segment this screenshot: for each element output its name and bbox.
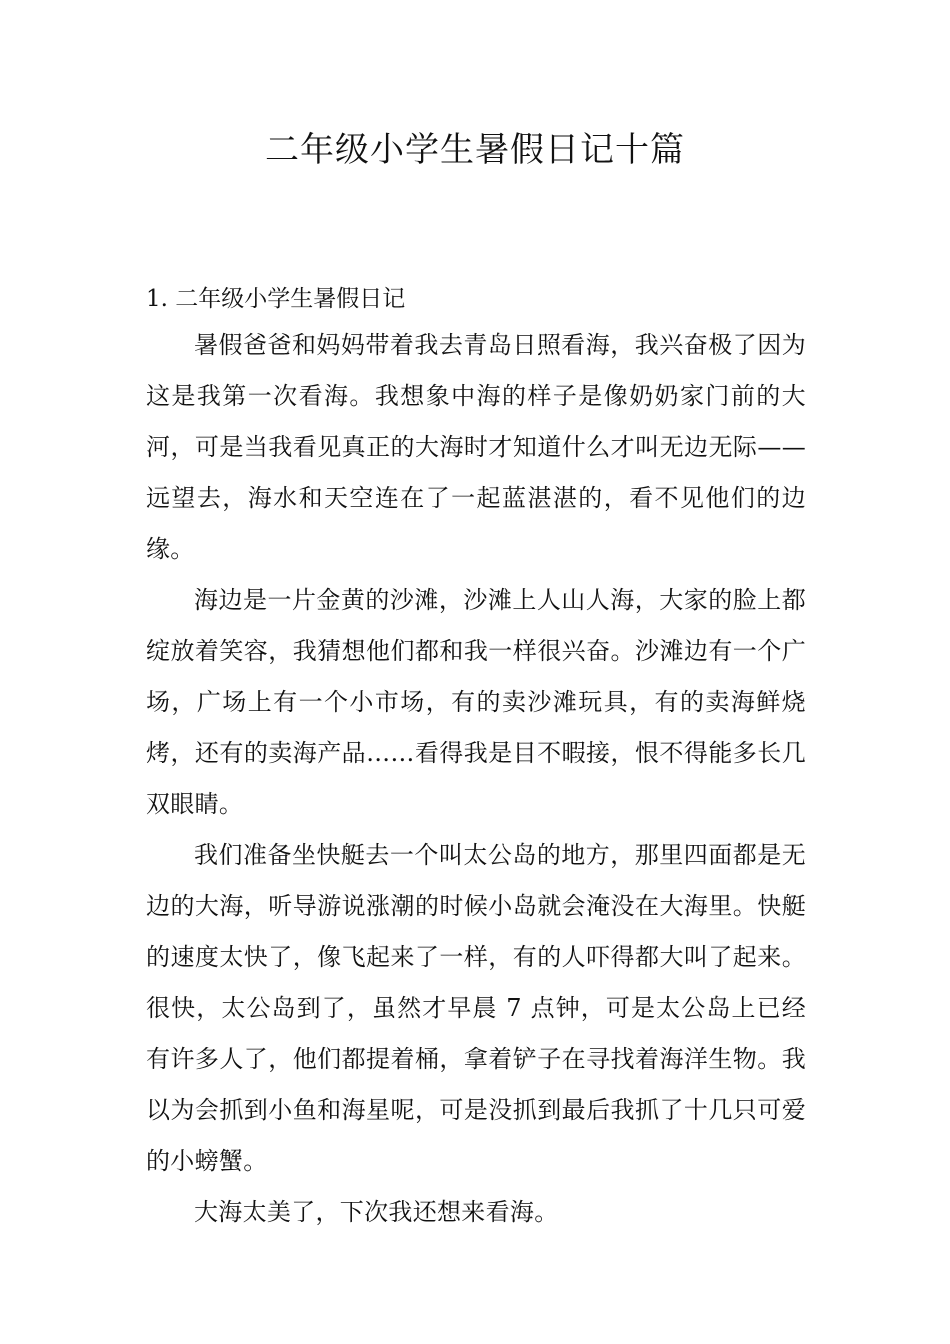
document-title: 二年级小学生暑假日记十篇 <box>265 130 685 170</box>
section-heading: 1. 二年级小学生暑假日记 <box>146 286 406 312</box>
paragraph-2: 海边是一片金黄的沙滩，沙滩上人山人海，大家的脸上都绽放着笑容，我猜想他们都和我一样很兴奋。沙滩边有一个广场，广场上有一个小市场，有的卖沙滩玩具，有的卖海鲜烧烤，还有的卖海产品……看得我是目不暇接，恨不得能多长几双眼睛。 <box>146 586 806 818</box>
paragraph-1: 暑假爸爸和妈妈带着我去青岛日照看海，我兴奋极了因为这是我第一次看海。我想象中海的样子是像奶奶家门前的大河，可是当我看见真正的大海时才知道什么才叫无边无际——远望去，海水和天空连在了一起蓝湛湛的，看不见他们的边缘。 <box>146 331 806 563</box>
document-body <box>146 280 806 1238</box>
paragraph-3: 我们准备坐快艇去一个叫太公岛的地方，那里四面都是无边的大海，听导游说涨潮的时候小岛就会淹没在大海里。快艇的速度太快了，像飞起来了一样，有的人吓得都大叫了起来。很快，太公岛到了，虽然才早晨 7 点钟，可是太公岛上已经有许多人了，他们都提着桶，拿着铲子在寻找着海洋生物。我以为会抓到小鱼和海星呢，可是没抓到最后我抓了十几只可爱的小螃蟹。 <box>146 841 806 1175</box>
paragraph-4: 大海太美了，下次我还想来看海。 <box>194 1198 559 1226</box>
